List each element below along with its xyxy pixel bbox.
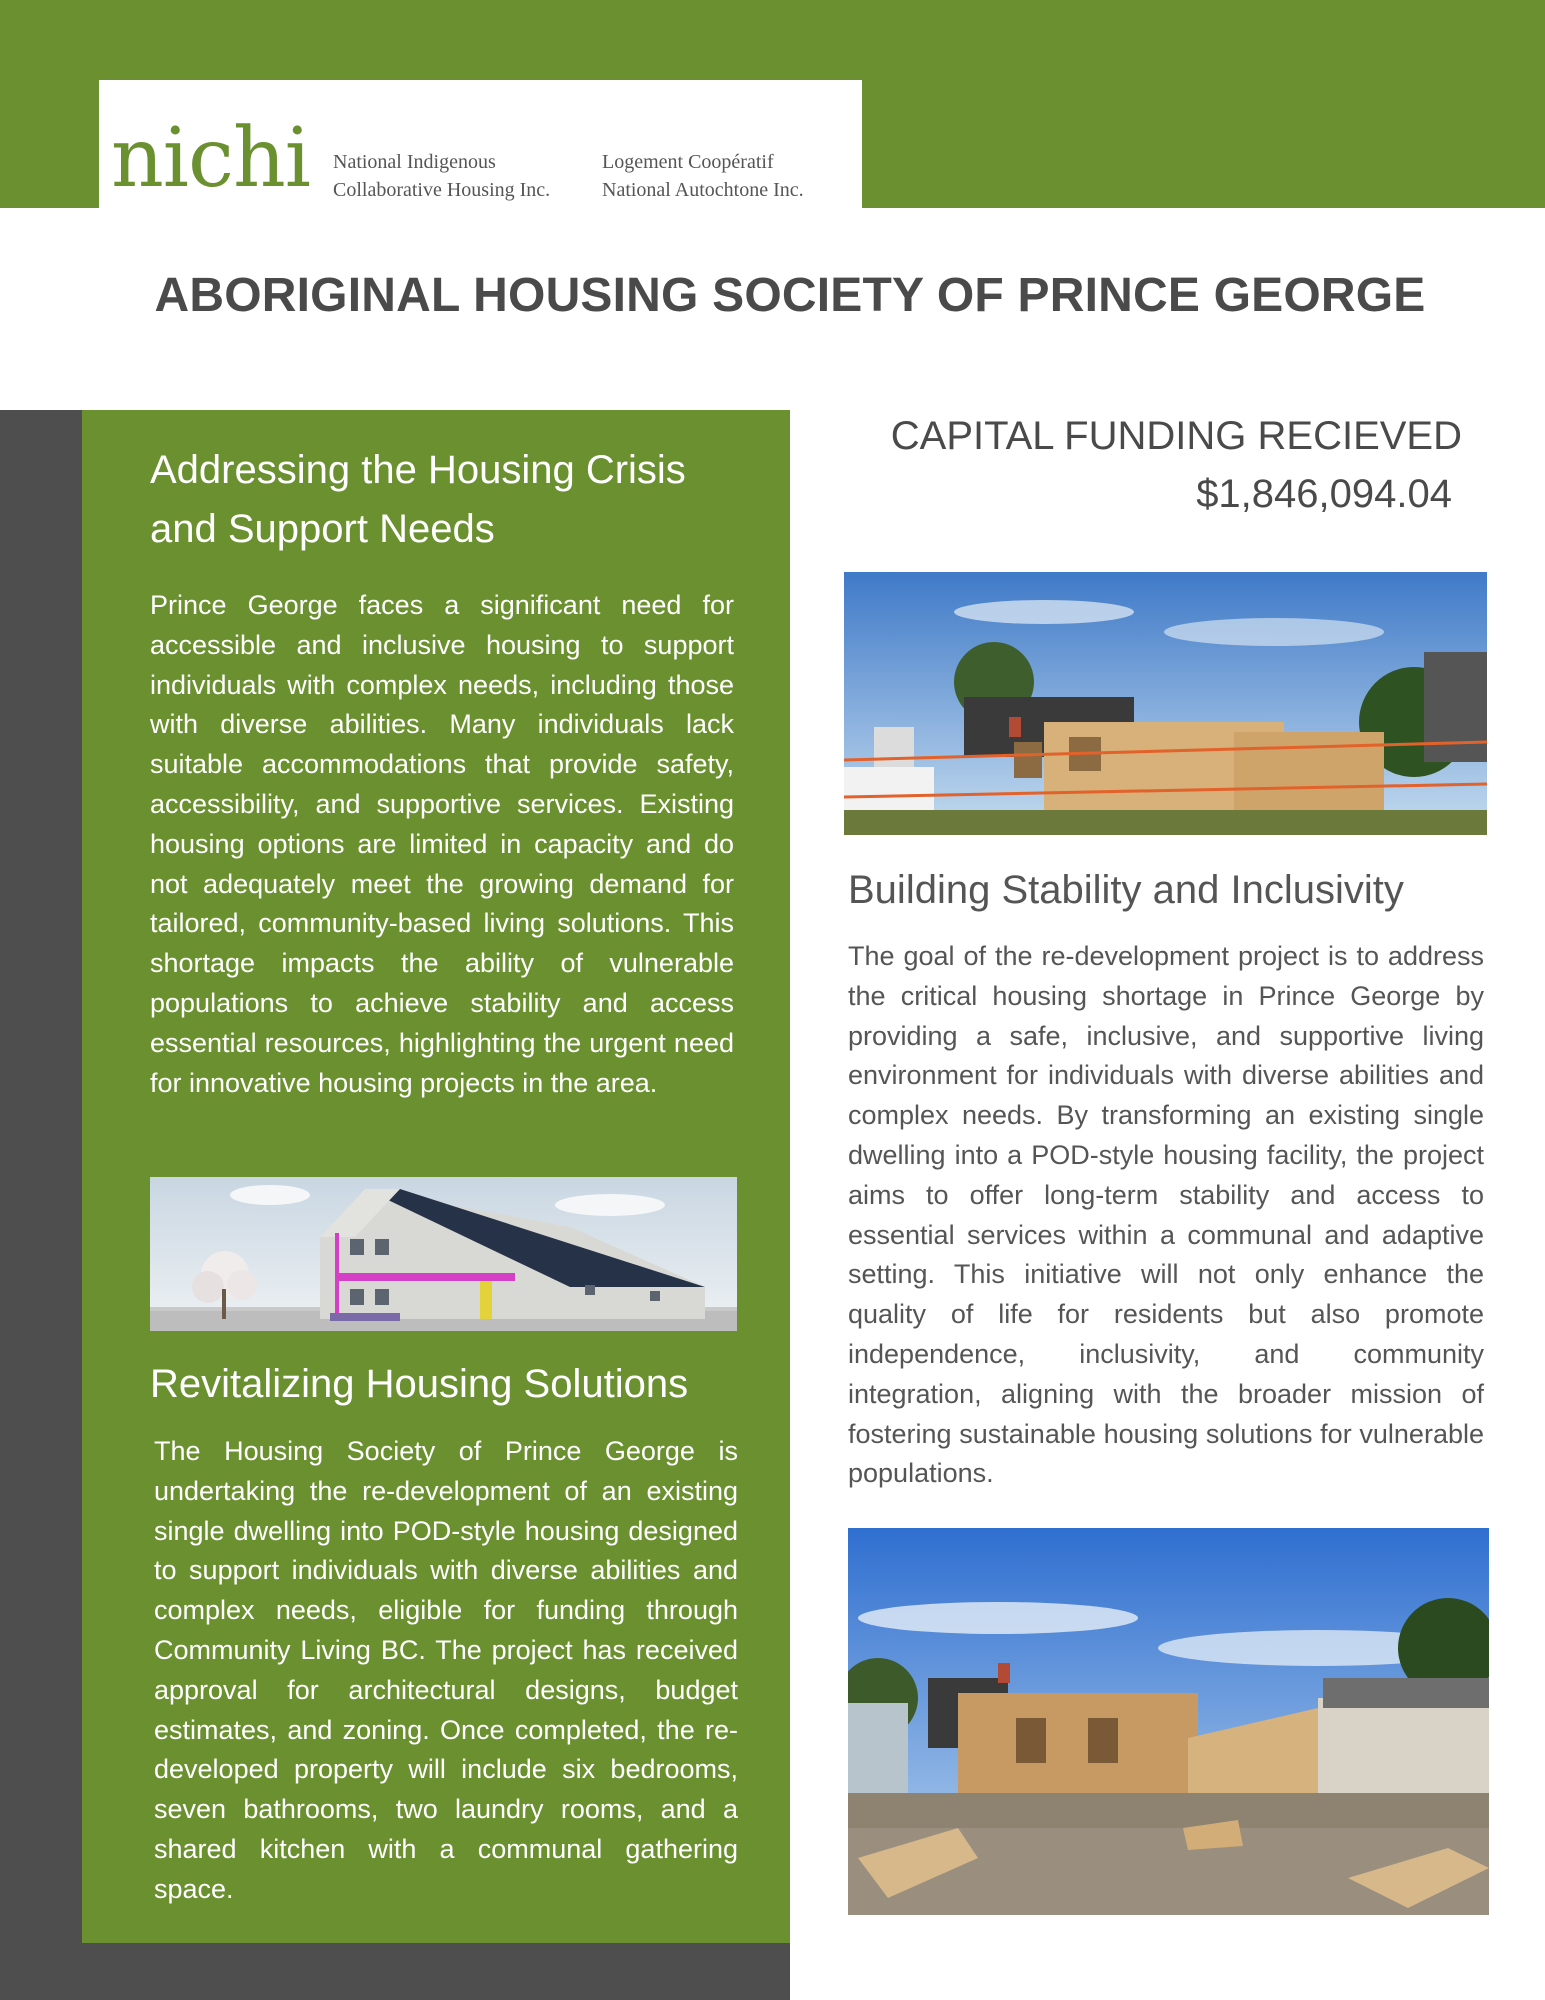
capital-funding-label: CAPITAL FUNDING RECIEVED [890, 414, 1462, 458]
org-name-english-line2: Collaborative Housing Inc. [333, 179, 551, 201]
logo-wordmark: nichi [111, 111, 310, 206]
section-heading-stability: Building Stability and Inclusivity [848, 868, 1404, 912]
construction-photo-framing [844, 572, 1487, 835]
org-name-french [602, 148, 804, 204]
org-name-french-line1: Logement Coopératif [602, 151, 774, 173]
house-rendering-image [150, 1177, 737, 1331]
org-name-french-line2: National Autochtone Inc. [602, 179, 804, 201]
stability-paragraph: The goal of the re-development project is to address the critical housing shortage in Prince George by providing a safe, inclusive, and supportive living environment for individuals with diverse abilities and complex needs. By transforming an existing single dwelling into a POD-style housing facility, the project aims to offer long-term stability and access to essential services within a communal and adaptive setting. This initiative will not only enhance the quality of life for residents but also promote independence, inclusivity, and community integration, aligning with the broader mission of fostering sustainable housing solutions for vulnerable populations. [848, 941, 1484, 1489]
revitalizing-paragraph: The Housing Society of Prince George is undertaking the re-development of an existing single dwelling into POD-style housing designed to support individuals with diverse abilities and complex needs, eligible for funding through Community Living BC. The project has received approval for architectural designs, budget estimates, and zoning. Once completed, the re-developed property will include six bedrooms, seven bathrooms, two laundry rooms, and a shared kitchen with a communal gathering space. [154, 1436, 738, 1904]
capital-funding-amount: $1,846,094.04 [1196, 472, 1452, 516]
nichi-logo [99, 80, 862, 208]
construction-photo-walls [848, 1528, 1489, 1915]
org-name-english [333, 148, 550, 204]
page-title: ABORIGINAL HOUSING SOCIETY OF PRINCE GEORGE [154, 269, 1426, 322]
housing-crisis-paragraph: Prince George faces a significant need for accessible and inclusive housing to support individuals with complex needs, including those with diverse abilities. Many individuals lack suitable accommodations that provide safety, accessibility, and supportive services. Existing housing options are limited in capacity and do not adequately meet the growing demand for tailored, community-based living solutions. This shortage impacts the ability of vulnerable populations to achieve stability and access essential resources, highlighting the urgent need for innovative housing projects in the area. [150, 590, 734, 1098]
section-heading-line2: and Support Needs [150, 507, 495, 551]
org-name-english-line1: National Indigenous [333, 151, 496, 173]
section-heading-line1: Addressing the Housing Crisis [150, 448, 686, 492]
section-heading-revitalizing: Revitalizing Housing Solutions [150, 1362, 689, 1406]
section-heading-housing-crisis [150, 441, 686, 559]
